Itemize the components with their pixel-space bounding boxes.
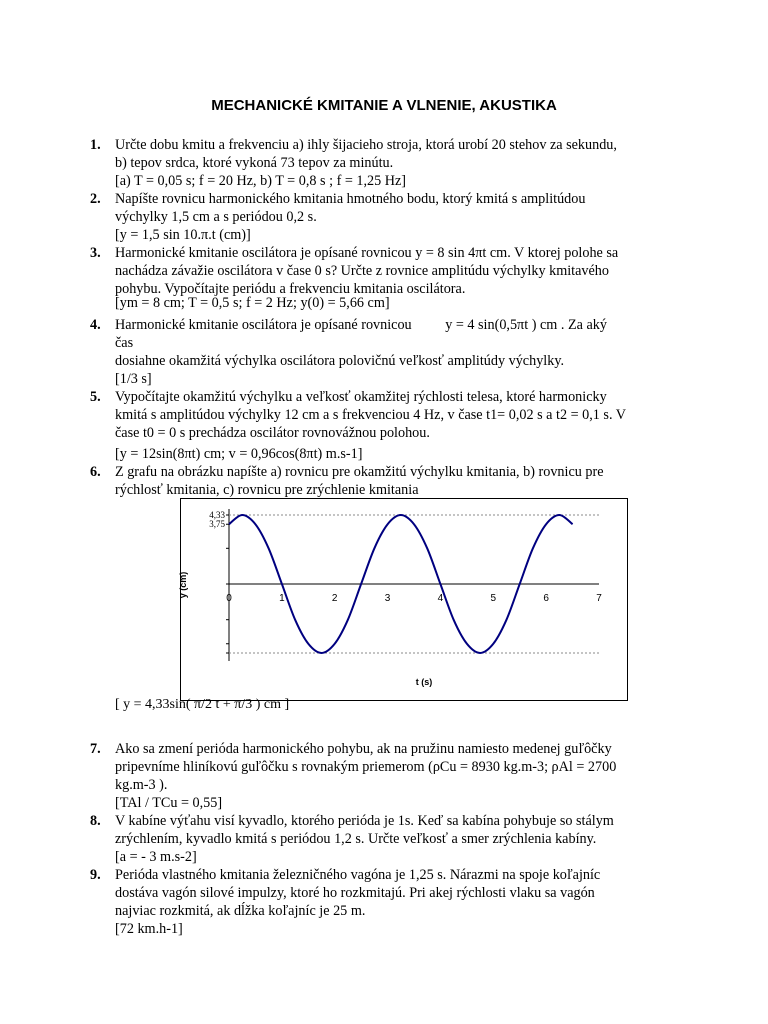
problem-number: 9. xyxy=(90,867,101,883)
problem-3 xyxy=(90,244,678,312)
problem-text-line: čase t0 = 0 s prechádza oscilátor rovnovážnou polohou. xyxy=(115,425,430,441)
problem-text: Harmonické kmitanie oscilátora je opísané rovnicou xyxy=(115,317,412,333)
problem-text-line: Napíšte rovnicu harmonického kmitania hmotného bodu, ktorý kmitá s amplitúdou xyxy=(115,191,586,207)
problem-text-line: rýchlosť kmitania, c) rovnicu pre zrýchlenie kmitania xyxy=(115,482,419,498)
problem-text-line: pripevníme hliníkovú guľôčku s rovnakým priemerom (ρCu = 8930 kg.m-3; ρAl = 2700 xyxy=(115,759,617,775)
problem-1 xyxy=(90,136,678,190)
problem-number: 8. xyxy=(90,813,101,829)
x-tick-label: 2 xyxy=(331,593,338,604)
problem-text-line: výchylky 1,5 cm a s periódou 0,2 s. xyxy=(115,209,317,225)
problem-text-line: Vypočítajte okamžitú výchylku a veľkosť okamžitej rýchlosti telesa, ktoré harmonicky xyxy=(115,389,607,405)
problem-text-line: čas xyxy=(115,335,134,351)
problem-number: 7. xyxy=(90,741,101,757)
problem-6 xyxy=(90,463,678,499)
problem-answer: [1/3 s] xyxy=(115,371,152,387)
problem-number: 6. xyxy=(90,464,101,480)
problem-text-line: dostáva vagón silové impulzy, ktoré ho rozkmitajú. Pri akej rýchlosti vlaku sa vagón xyxy=(115,885,595,901)
problem-5 xyxy=(90,388,678,463)
problem-number: 3. xyxy=(90,245,101,261)
problem-text-line: najviac rozkmitá, ak dĺžka koľajníc je 25 m. xyxy=(115,903,366,919)
problem-9 xyxy=(90,866,678,938)
y-axis-label: y (cm) xyxy=(178,571,188,599)
chart-svg xyxy=(178,499,627,700)
problem-text-line: pohybu. Vypočítajte periódu a frekvenciu kmitania oscilátora. xyxy=(115,281,466,297)
problem-text-line: Harmonické kmitanie oscilátora je opísané rovnicou y = 8 sin 4πt cm. V ktorej polohe sa xyxy=(115,245,619,261)
problem-7 xyxy=(90,740,678,812)
problem-6-answer: [ y = 4,33sin( π/2 t + π/3 ) cm ] xyxy=(115,697,290,712)
problem-answer: [ym = 8 cm; T = 0,5 s; f = 2 Hz; y(0) = 5,66 cm] xyxy=(115,295,390,311)
page-title: MECHANICKÉ KMITANIE A VLNENIE, AKUSTIKA xyxy=(211,97,557,114)
problem-text-line: Perióda vlastného kmitania železničného vagóna je 1,25 s. Nárazmi na spoje koľajníc xyxy=(115,867,601,883)
problem-number: 2. xyxy=(90,191,101,207)
problem-text-line: zrýchlením, kyvadlo kmitá s periódou 1,2 s. Určte veľkosť a smer zrýchlenia kabíny. xyxy=(115,831,597,847)
problem-text-line: Z grafu na obrázku napíšte a) rovnicu pre okamžitú výchylku kmitania, b) rovnicu pre xyxy=(115,464,604,480)
problem-list-continued xyxy=(90,740,678,938)
problem-text-line: kmitá s amplitúdou výchylky 12 cm a s frekvenciou 4 Hz, v čase t1= 0,02 s a t2 = 0,1 s. V xyxy=(115,407,627,423)
problem-text-line: Ako sa zmení perióda harmonického pohybu, ak na pružinu namiesto medenej guľôčky xyxy=(115,741,612,757)
problem-list xyxy=(90,136,678,499)
problem-text-line: Určte dobu kmitu a frekvenciu a) ihly šijacieho stroja, ktorá urobí 20 stehov za sekundu, xyxy=(115,137,617,153)
problem-answer: [a = - 3 m.s-2] xyxy=(115,849,197,865)
problem-number: 4. xyxy=(90,317,101,333)
problem-number: 1. xyxy=(90,137,101,153)
x-tick-label: 4 xyxy=(437,593,444,604)
problem-text-line: dosiahne okamžitá výchylka oscilátora polovičnú veľkosť amplitúdy výchylky. xyxy=(115,353,565,369)
displacement-chart xyxy=(180,498,628,701)
problem-number: 5. xyxy=(90,389,101,405)
problem-text-line xyxy=(115,316,678,334)
y-tick-label: 3,75 xyxy=(209,519,225,530)
x-axis-label: t (s) xyxy=(415,677,433,687)
equation: y = 4 sin(0,5πt ) cm . Za aký xyxy=(445,317,607,333)
problem-text-line: b) tepov srdca, ktoré vykoná 73 tepov za minútu. xyxy=(115,155,394,171)
x-tick-label: 5 xyxy=(490,593,497,604)
problem-2 xyxy=(90,190,678,244)
x-tick-label: 7 xyxy=(596,593,602,604)
problem-answer: [TAl / TCu = 0,55] xyxy=(115,795,223,811)
x-tick-label: 3 xyxy=(384,593,391,604)
y-tick-label: 4,33 xyxy=(209,510,225,520)
problem-answer: [a) T = 0,05 s; f = 20 Hz, b) T = 0,8 s ; f = 1,25 Hz] xyxy=(115,173,407,189)
x-tick-label: 1 xyxy=(279,593,285,604)
problem-answer: [72 km.h-1] xyxy=(115,921,183,937)
problem-8 xyxy=(90,812,678,866)
problem-text-line: nachádza závažie oscilátora v čase 0 s? Určte z rovnice amplitúdu výchylky kmitavého xyxy=(115,263,609,279)
problem-4 xyxy=(90,316,678,388)
problem-text-line: kg.m-3 ). xyxy=(115,777,168,793)
x-tick-label: 0 xyxy=(226,593,232,604)
x-tick-label: 6 xyxy=(543,593,549,604)
problem-text-line: V kabíne výťahu visí kyvadlo, ktorého perióda je 1s. Keď sa kabína pohybuje so stálym xyxy=(115,813,614,829)
problem-answer: [y = 1,5 sin 10.π.t (cm)] xyxy=(115,227,251,243)
problem-answer: [y = 12sin(8πt) cm; v = 0,96cos(8πt) m.s-1] xyxy=(115,446,363,462)
